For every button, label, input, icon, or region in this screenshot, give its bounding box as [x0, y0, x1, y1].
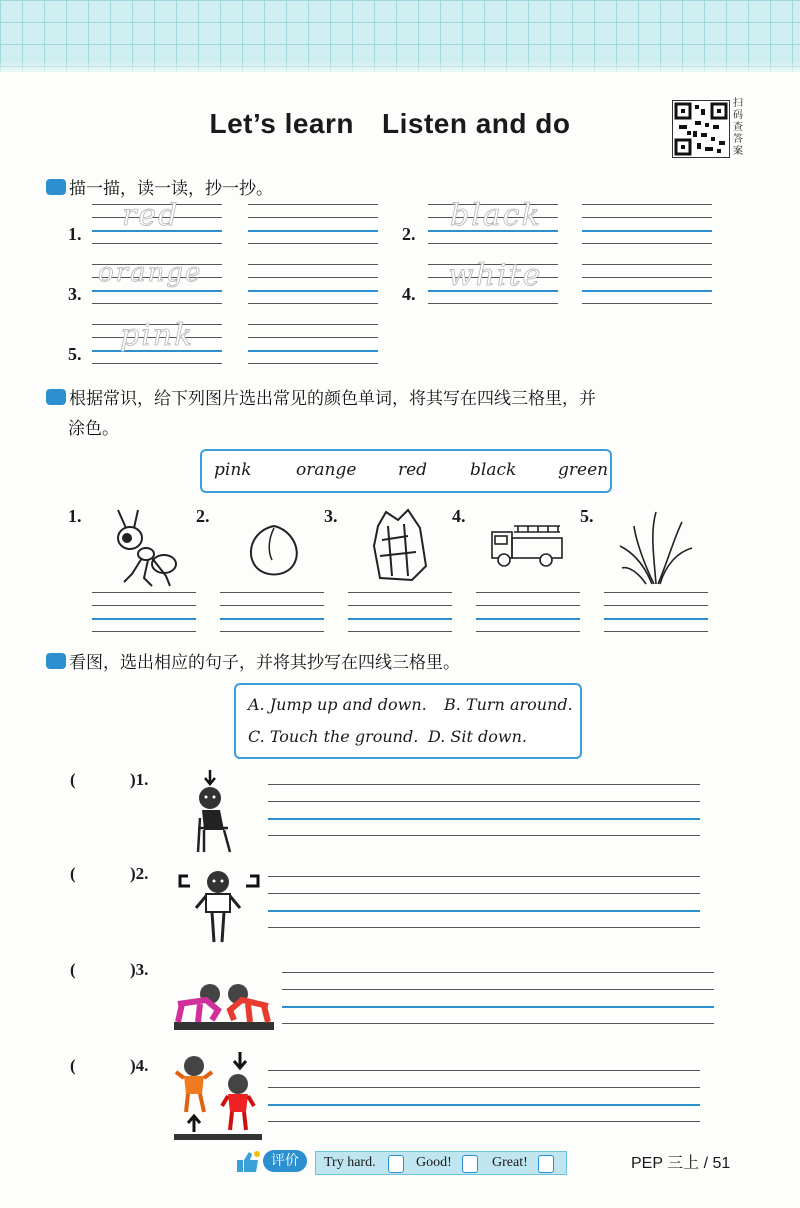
s1-copy-row-2[interactable]	[582, 204, 712, 244]
word-bank-item: green	[558, 460, 609, 480]
s2-answer-row-4[interactable]	[476, 592, 580, 632]
s1-copy-row-3[interactable]	[248, 264, 378, 304]
q3-num-2: )2.	[130, 864, 149, 883]
thumbs-up-icon	[233, 1150, 261, 1174]
s1-num-3: 3.	[68, 284, 82, 304]
evaluation-label: 评价	[263, 1150, 307, 1172]
s1-trace-row-5[interactable]	[92, 318, 222, 364]
option-a: A. Jump up and down.	[248, 695, 427, 714]
evaluation-options	[315, 1151, 567, 1175]
s1-num-1: 1.	[68, 224, 82, 244]
checkbox-good[interactable]	[462, 1155, 478, 1173]
s1-trace-row-3[interactable]	[92, 258, 222, 304]
s2-num-5: 5.	[580, 506, 594, 526]
trace-word-red: red	[122, 198, 180, 233]
s1-trace-row-2[interactable]	[428, 198, 558, 244]
section3-heading: 看图，选出相应的句子，并将其抄写在四线三格里。	[46, 648, 460, 678]
s2-num-2: 2.	[196, 506, 210, 526]
option-c: C. Touch the ground.	[248, 727, 419, 746]
page-title: Let’s learn Listen and do	[209, 108, 571, 139]
s2-num-1: 1.	[68, 506, 82, 526]
section2-heading-cont: 涂色。	[68, 419, 119, 439]
section1-badge	[46, 179, 66, 195]
trace-word-pink: pink	[120, 318, 195, 353]
grass-icon	[616, 508, 696, 588]
s1-copy-row-4[interactable]	[582, 264, 712, 304]
word-bank-item: black	[470, 460, 517, 480]
q3-num-1: )1.	[130, 770, 149, 789]
s2-answer-row-1[interactable]	[92, 592, 196, 632]
word-bank-item: pink	[214, 460, 252, 480]
eval-opt-great: Great!	[492, 1155, 528, 1170]
qr-code[interactable]	[672, 100, 730, 158]
s1-trace-row-4[interactable]	[428, 258, 558, 304]
q3-num-3: )3.	[130, 960, 149, 979]
s1-num-2: 2.	[402, 224, 416, 244]
s3-answer-row-3[interactable]	[282, 972, 714, 1024]
s1-num-4: 4.	[402, 284, 416, 304]
trace-word-black: black	[450, 198, 542, 233]
word-bank-item: orange	[296, 460, 357, 480]
eval-opt-try-hard: Try hard.	[324, 1155, 376, 1170]
section1-heading: 描一描，读一读，抄一抄。	[46, 174, 273, 204]
answer-blank-2[interactable]: (	[70, 864, 76, 883]
trace-word-white: white	[448, 258, 543, 293]
s2-answer-row-5[interactable]	[604, 592, 708, 632]
touch-ground-icon	[172, 980, 276, 1032]
s1-copy-row-1[interactable]	[248, 204, 378, 244]
answer-blank-3[interactable]: (	[70, 960, 76, 979]
turn-around-icon	[176, 866, 262, 948]
s1-copy-row-5[interactable]	[248, 324, 378, 364]
section2-badge	[46, 389, 66, 405]
sentence-options	[234, 683, 582, 759]
option-b: B. Turn around.	[444, 695, 573, 714]
s3-answer-row-4[interactable]	[268, 1070, 700, 1122]
sit-down-icon	[190, 768, 242, 856]
s3-answer-row-2[interactable]	[268, 876, 700, 928]
vest-icon	[368, 506, 434, 586]
option-d: D. Sit down.	[428, 727, 527, 746]
s1-trace-row-1[interactable]	[92, 198, 222, 244]
fire-truck-icon	[488, 518, 566, 570]
checkbox-try-hard[interactable]	[388, 1155, 404, 1173]
word-bank	[200, 449, 612, 493]
checkbox-great[interactable]	[538, 1155, 554, 1173]
page-footer: PEP 三上 / 51	[631, 1155, 731, 1172]
eval-opt-good: Good!	[416, 1155, 452, 1170]
answer-blank-1[interactable]: (	[70, 770, 76, 789]
section3-badge	[46, 653, 66, 669]
s2-answer-row-3[interactable]	[348, 592, 452, 632]
evaluation-bar	[233, 1148, 573, 1176]
s1-num-5: 5.	[68, 344, 82, 364]
qr-label: 扫码查答案	[733, 98, 743, 157]
ant-icon	[108, 502, 182, 588]
word-bank-item: red	[398, 460, 428, 480]
answer-blank-4[interactable]: (	[70, 1056, 76, 1075]
s2-num-4: 4.	[452, 506, 466, 526]
section2-heading: 根据常识，给下列图片选出常见的颜色单词，将其写在四线三格里，并	[46, 384, 596, 414]
s3-answer-row-1[interactable]	[268, 784, 700, 836]
s2-num-3: 3.	[324, 506, 338, 526]
q3-num-4: )4.	[130, 1056, 149, 1075]
s2-answer-row-2[interactable]	[220, 592, 324, 632]
jump-up-down-icon	[172, 1050, 264, 1142]
trace-word-orange: orange	[98, 258, 203, 288]
peach-icon	[242, 520, 304, 580]
